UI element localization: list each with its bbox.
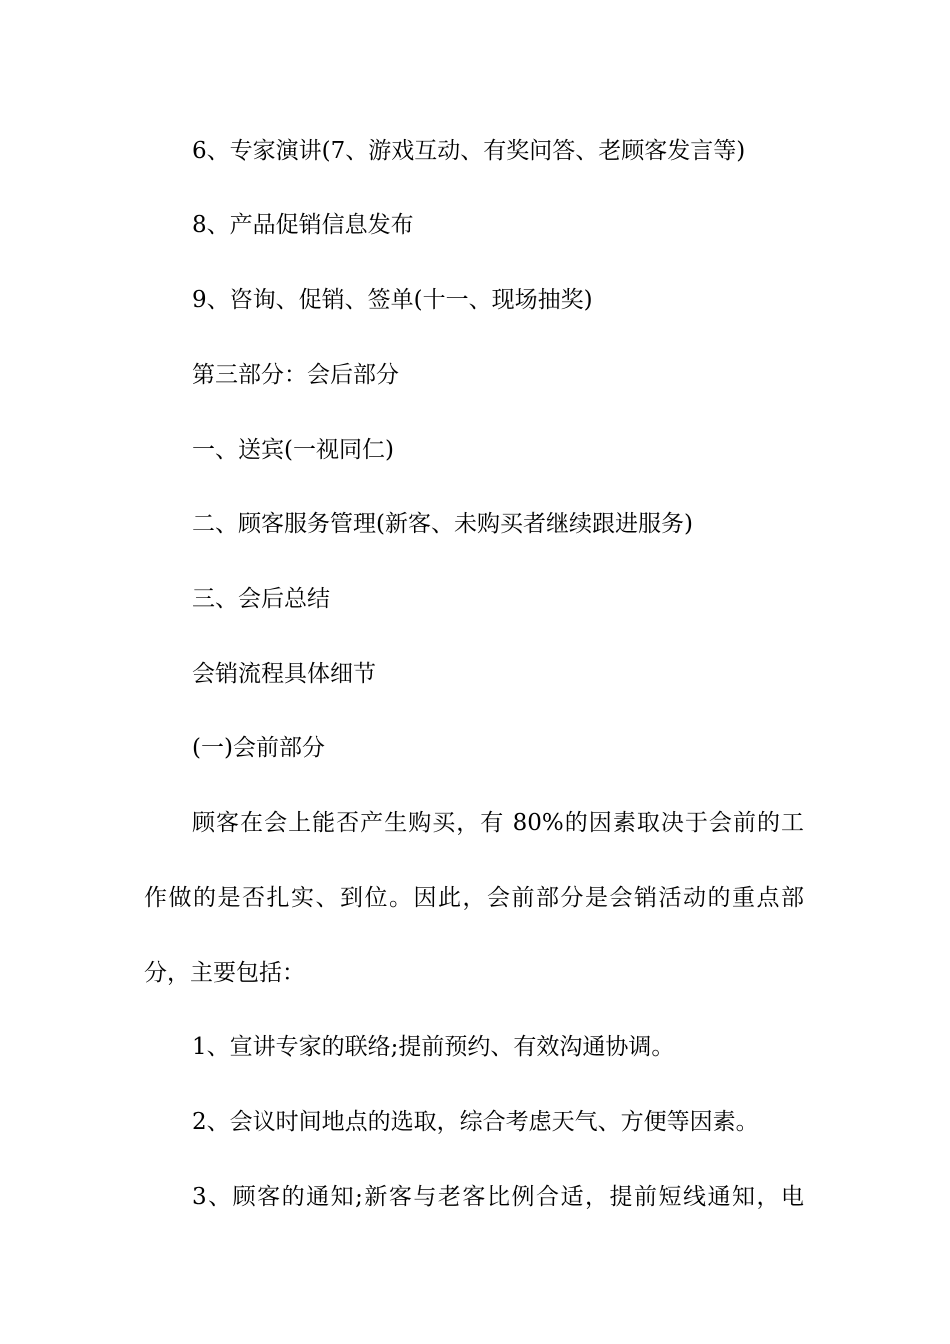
section-heading-part-three: 第三部分：会后部分 — [192, 362, 399, 388]
paragraph-line-1: 顾客在会上能否产生购买，有 80%的因素取决于会前的工 — [192, 810, 804, 836]
subheading-pre-meeting: (一)会前部分 — [192, 735, 325, 761]
item-3-customer-notice: 3、顾客的通知;新客与老客比例合适，提前短线通知，电 — [192, 1184, 804, 1210]
item-1-expert-contact: 1、宣讲专家的联络;提前预约、有效沟通协调。 — [192, 1034, 675, 1060]
item-6-expert-speech: 6、专家演讲(7、游戏互动、有奖问答、老顾客发言等) — [192, 138, 746, 164]
heading-process-details: 会销流程具体细节 — [192, 661, 376, 687]
item-9-consult-sign: 9、咨询、促销、签单(十一、现场抽奖) — [192, 287, 593, 313]
item-one-see-off: 一、送宾(一视同仁) — [192, 437, 394, 463]
item-8-promotion-info: 8、产品促销信息发布 — [192, 212, 414, 238]
paragraph-line-3: 分，主要包括： — [144, 960, 305, 986]
paragraph-line-2: 作做的是否扎实、到位。因此，会前部分是会销活动的重点部 — [144, 885, 804, 911]
item-three-summary: 三、会后总结 — [192, 586, 330, 612]
item-two-customer-service: 二、顾客服务管理(新客、未购买者继续跟进服务) — [192, 511, 693, 537]
item-2-time-venue: 2、会议时间地点的选取，综合考虑天气、方便等因素。 — [192, 1109, 759, 1135]
